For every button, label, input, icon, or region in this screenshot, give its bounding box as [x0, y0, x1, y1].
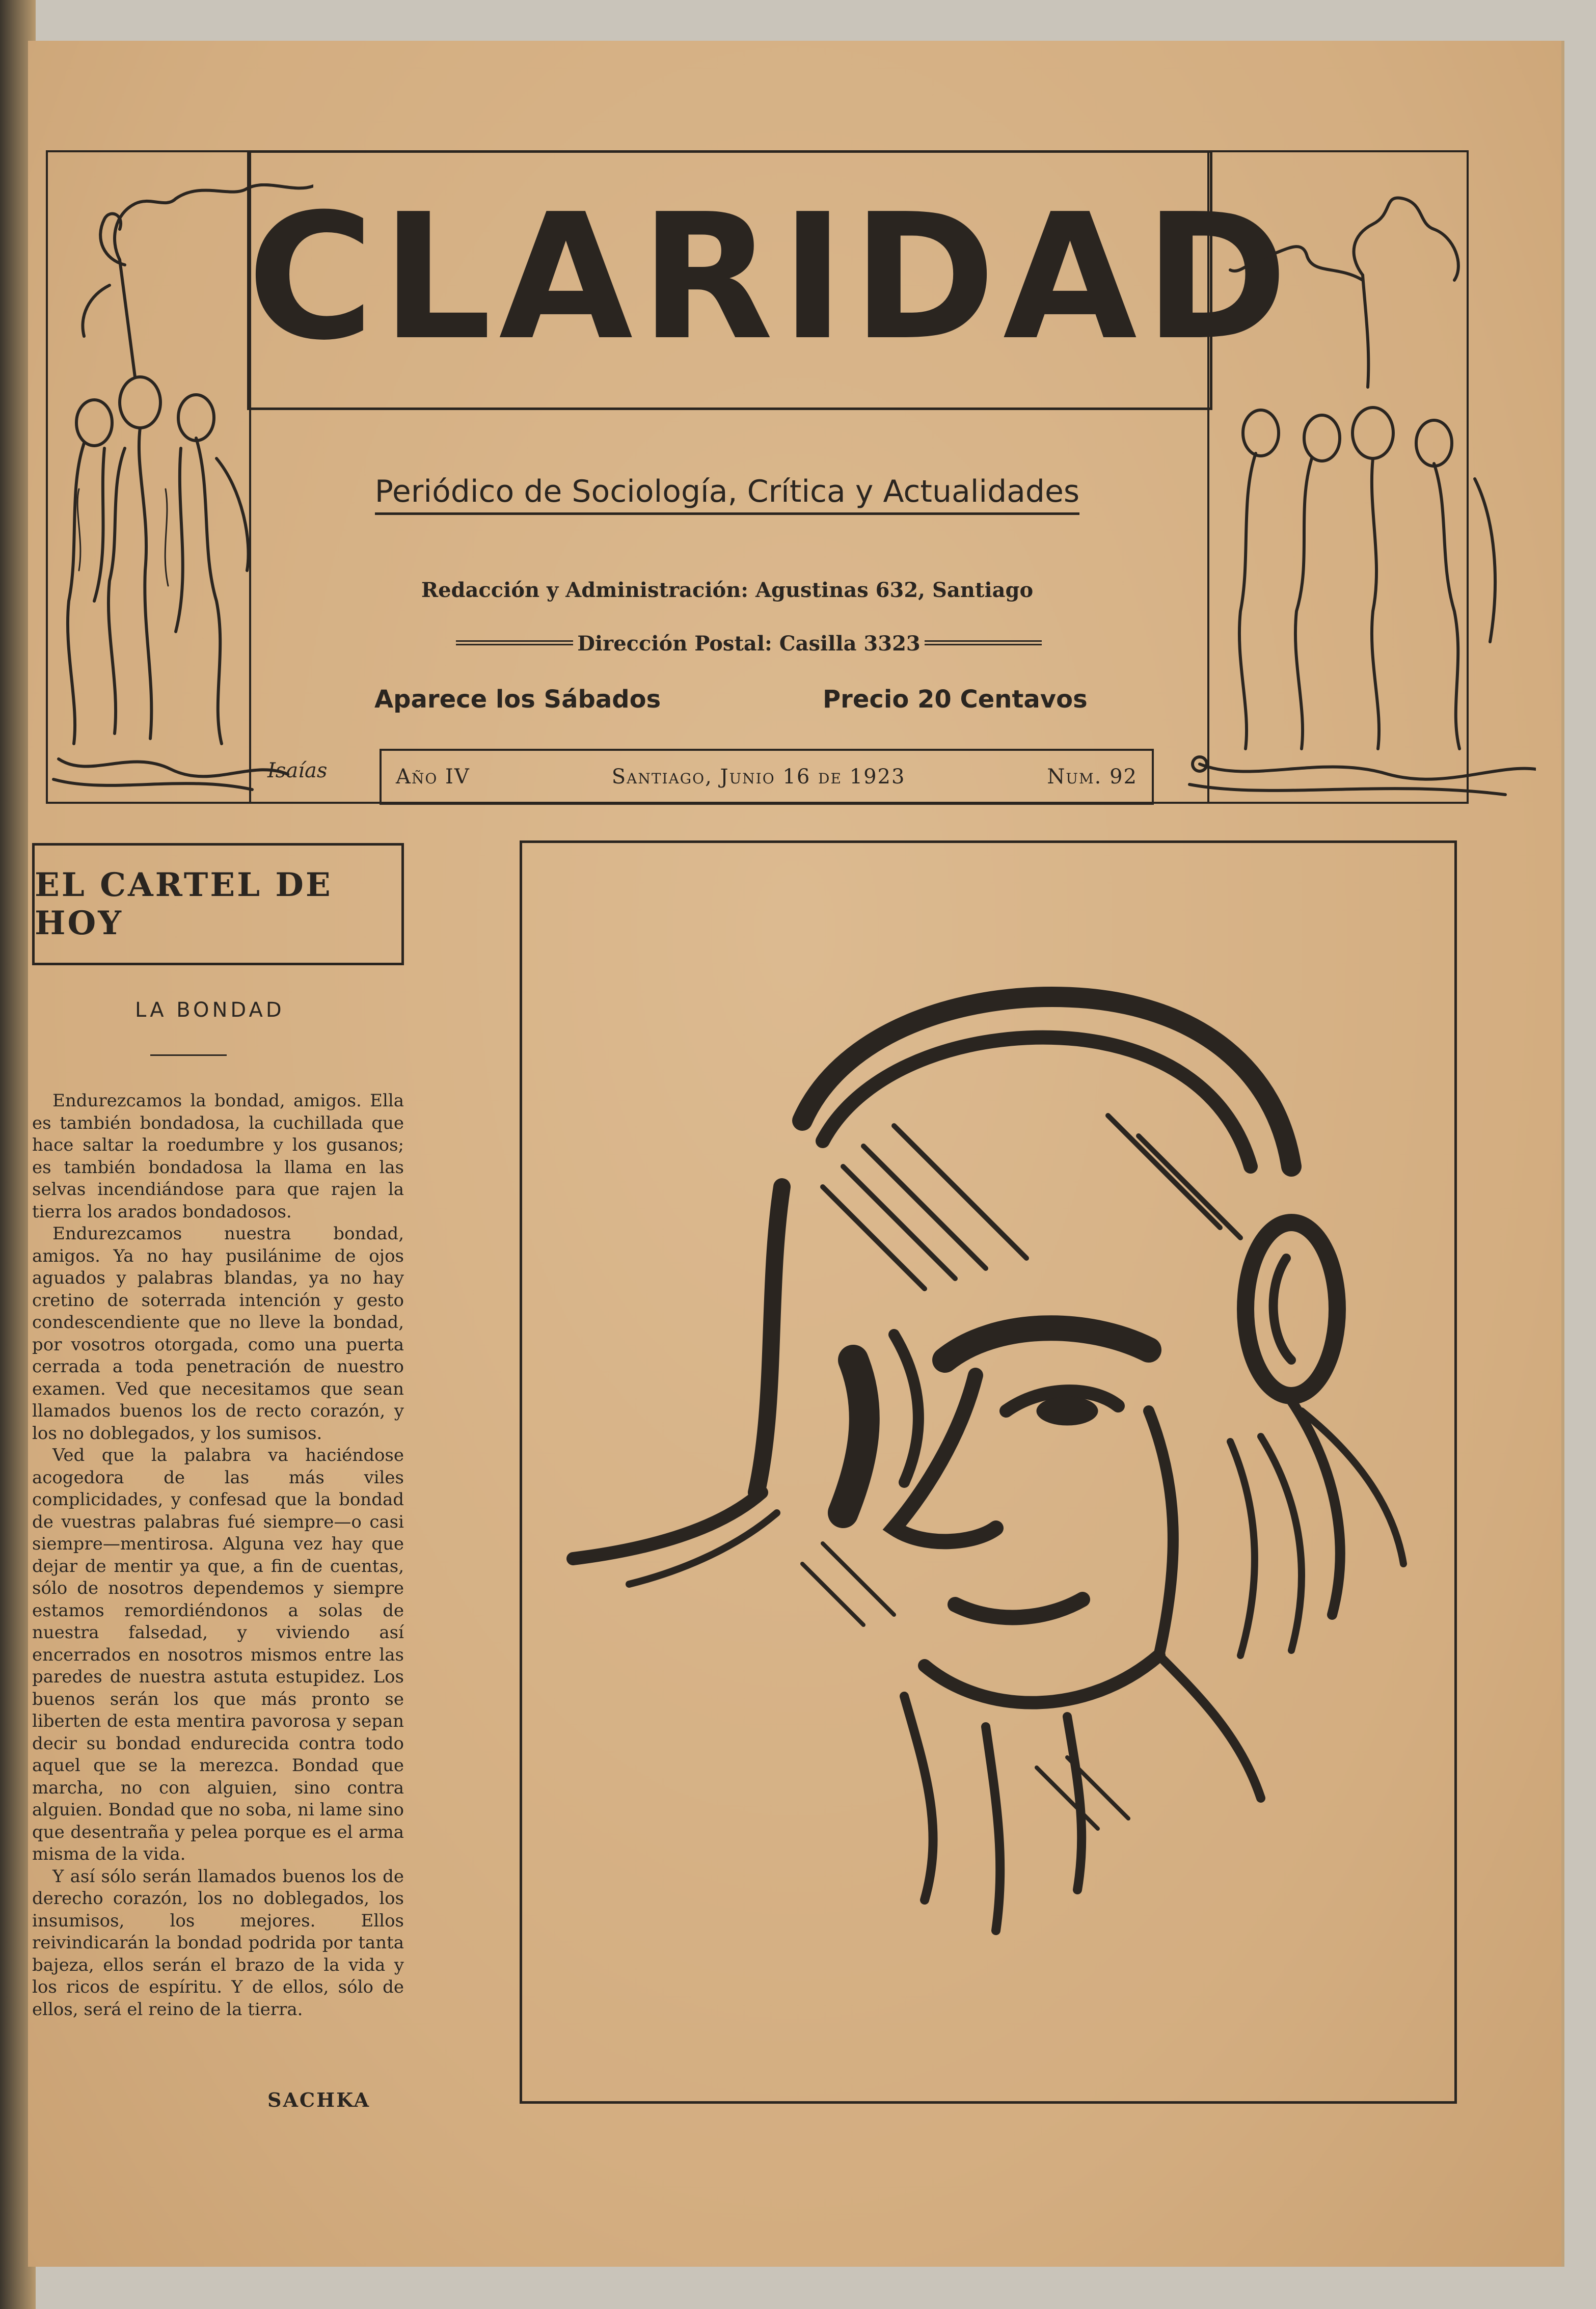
article-heading: LA BONDAD	[135, 998, 285, 1022]
issue-number: Num. 92	[1047, 765, 1138, 789]
article-paragraph: Ved que la palabra va haciéndose acogedora de las más viles complicidades, y confesad que la bondad de vuestras palabras fué siempre—o casi siempre—mentirosa. Alguna vez hay que dejar de mentir ya que, a fin de cuentas, sólo de nosotros dependemos y siempre estamos remordiéndonos a solas de nuestra falsedad, y viviendo así encerrados en nosotros mismos entre las paredes de nuestra astuta estupidez. Los buenos serán los que más pronto se liberten de esta mentira pavorosa y sepan decir su bondad endurecida contra todo aquel que se la merezca. Bondad que marcha, no con alguien, sino contra alguien. Bondad que no soba, ni lame sino que desentraña y pelea porque es el arma misma de la vida.	[32, 1445, 404, 1864]
column-title-box	[32, 843, 404, 965]
article-paragraph: Y así sólo serán llamados buenos los de derecho corazón, los no doblegados, los insumisos, los mejores. Ellos reivindicarán la bondad podrida por tanta bajeza, ellos serán el brazo de la vida y los ricos de espíritu. Y de ellos, sólo de ellos, será el reino de la tierra.	[32, 1866, 404, 2020]
right-figures-illustration	[1169, 194, 1536, 805]
redaccion-address: Redacción y Administración: Agustinas 632, Santiago	[421, 578, 1034, 602]
newspaper-subtitle	[247, 474, 1207, 509]
portrait-illustration	[537, 902, 1444, 2022]
article-author: SACHKA	[267, 2088, 371, 2111]
illustrator-signature: Isaías	[267, 759, 328, 782]
article-body	[32, 1090, 404, 2021]
subtitle-text: Periódico de Sociología, Crítica y Actualidades	[375, 474, 1079, 515]
issue-year: Año IV	[396, 765, 470, 789]
issue-info-bar	[380, 749, 1154, 805]
postal-address: Dirección Postal: Casilla 3323	[577, 632, 921, 656]
newspaper-title: CLARIDAD	[247, 177, 1295, 378]
issue-date: Santiago, Junio 16 de 1923	[611, 765, 906, 789]
heading-rule	[150, 1054, 227, 1056]
column-title: EL CARTEL DE HOY	[35, 866, 333, 942]
price: Precio 20 Centavos	[823, 685, 1088, 714]
newspaper-page	[28, 41, 1564, 2267]
publication-schedule: Aparece los Sábados	[374, 685, 661, 714]
article-paragraph: Endurezcamos nuestra bondad, amigos. Ya no hay pusilánime de ojos aguados y palabras blandas, ya no hay cretino de soterrada intención y gesto condescendiente que no lleve la bondad, por vosotros otorgada, como una puerta cerrada a toda penetración de nuestro examen. Ved que necesitamos que sean llamados buenos los de recto corazón, y los no doblegados, y los sumisos.	[32, 1224, 404, 1444]
article-paragraph: Endurezcamos la bondad, amigos. Ella es también bondadosa, la cuchillada que hace saltar la roedumbre y los gusanos; es también bondadosa la llama en las selvas incendiándose para que rajen la tierra los arados bondadosos.	[32, 1091, 404, 1222]
